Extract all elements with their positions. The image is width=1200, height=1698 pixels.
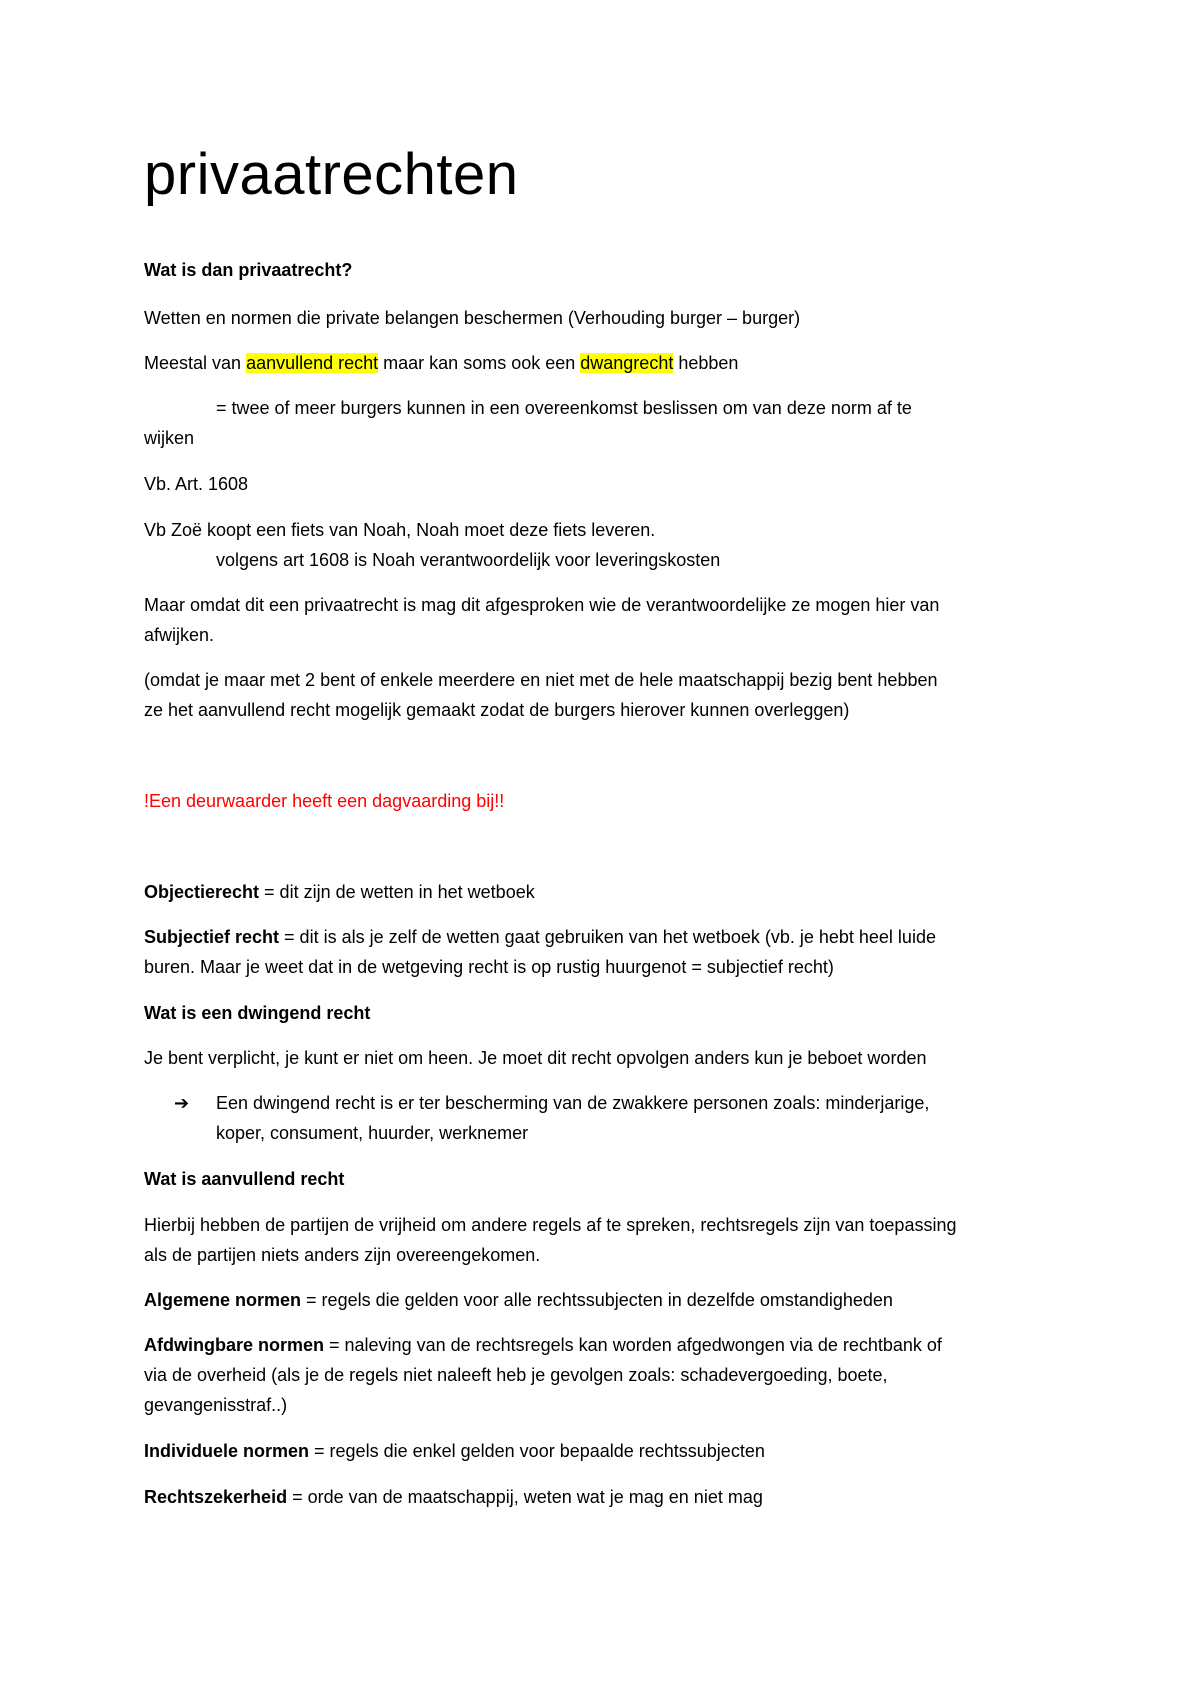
bullet-text: Een dwingend recht is er ter bescherming van de zwakkere personen zoals: minderjarige, <box>216 1093 930 1113</box>
paragraph: Wetten en normen die private belangen beschermen (Verhouding burger – burger) <box>144 308 801 328</box>
term: Individuele normen <box>144 1441 310 1461</box>
definition: = orde van de maatschappij, weten wat je mag en niet mag <box>287 1487 763 1507</box>
highlight-aanvullend-recht: aanvullend recht <box>246 353 379 373</box>
document-title: privaatrechten <box>144 142 519 207</box>
term: Objectierecht <box>144 882 260 902</box>
bullet-text: koper, consument, huurder, werknemer <box>216 1123 529 1143</box>
term: Afdwingbare normen <box>144 1335 325 1355</box>
definition: = dit zijn de wetten in het wetboek <box>259 882 535 902</box>
paragraph: Je bent verplicht, je kunt er niet om heen. Je moet dit recht opvolgen anders kun je beboet worden <box>144 1048 927 1068</box>
paragraph: Hierbij hebben de partijen de vrijheid om andere regels af te spreken, rechtsregels zijn van toepassing <box>144 1215 957 1235</box>
definition-subjectief <box>144 922 936 952</box>
definition: = regels die enkel gelden voor bepaalde rechtssubjecten <box>309 1441 765 1461</box>
definition-objectief <box>144 877 535 907</box>
highlight-dwangrecht: dwangrecht <box>580 353 674 373</box>
definition-line: buren. Maar je weet dat in de wetgeving recht is op rustig huurgenot = subjectief recht) <box>144 957 834 977</box>
paragraph: afwijken. <box>144 625 215 645</box>
example-line: Vb Zoë koopt een fiets van Noah, Noah moet deze fiets leveren. <box>144 520 656 540</box>
question-heading: Wat is dan privaatrecht? <box>144 260 353 280</box>
term: Subjectief recht <box>144 927 280 947</box>
definition-algemene <box>144 1285 893 1315</box>
text-run: Meestal van <box>144 353 247 373</box>
paragraph-highlighted <box>144 348 738 378</box>
definition: = dit is als je zelf de wetten gaat gebruiken van het wetboek (vb. je hebt heel luide <box>279 927 936 947</box>
red-note: !Een deurwaarder heeft een dagvaarding bij!! <box>144 791 505 811</box>
definition-line: = twee of meer burgers kunnen in een overeenkomst beslissen om van deze norm af te <box>216 398 912 418</box>
arrow-bullet-icon: ➔ <box>174 1093 190 1113</box>
definition: = regels die gelden voor alle rechtssubjecten in dezelfde omstandigheden <box>301 1290 893 1310</box>
definition-afdwingbare <box>144 1330 942 1360</box>
text-run: hebben <box>673 353 739 373</box>
definition-line: via de overheid (als je de regels niet naleeft heb je gevolgen zoals: schadevergoeding, boete, <box>144 1365 888 1385</box>
question-heading: Wat is een dwingend recht <box>144 1003 371 1023</box>
term: Algemene normen <box>144 1290 302 1310</box>
definition: = naleving van de rechtsregels kan worden afgedwongen via de rechtbank of <box>324 1335 942 1355</box>
paragraph: Maar omdat dit een privaatrecht is mag dit afgesproken wie de verantwoordelijke ze mogen hier van <box>144 595 940 615</box>
example-line: volgens art 1608 is Noah verantwoordelijk voor leveringskosten <box>216 550 721 570</box>
definition-individuele <box>144 1436 765 1466</box>
paragraph: (omdat je maar met 2 bent of enkele meerdere en niet met de hele maatschappij bezig bent hebben <box>144 670 938 690</box>
example-reference: Vb. Art. 1608 <box>144 474 249 494</box>
paragraph: als de partijen niets anders zijn overeengekomen. <box>144 1245 541 1265</box>
definition-line: gevangenisstraf..) <box>144 1395 288 1415</box>
term: Rechtszekerheid <box>144 1487 288 1507</box>
definition-line: wijken <box>144 428 195 448</box>
question-heading: Wat is aanvullend recht <box>144 1169 345 1189</box>
paragraph: ze het aanvullend recht mogelijk gemaakt zodat de burgers hierover kunnen overleggen) <box>144 700 850 720</box>
definition-rechtszekerheid <box>144 1482 763 1512</box>
text-run: maar kan soms ook een <box>378 353 581 373</box>
